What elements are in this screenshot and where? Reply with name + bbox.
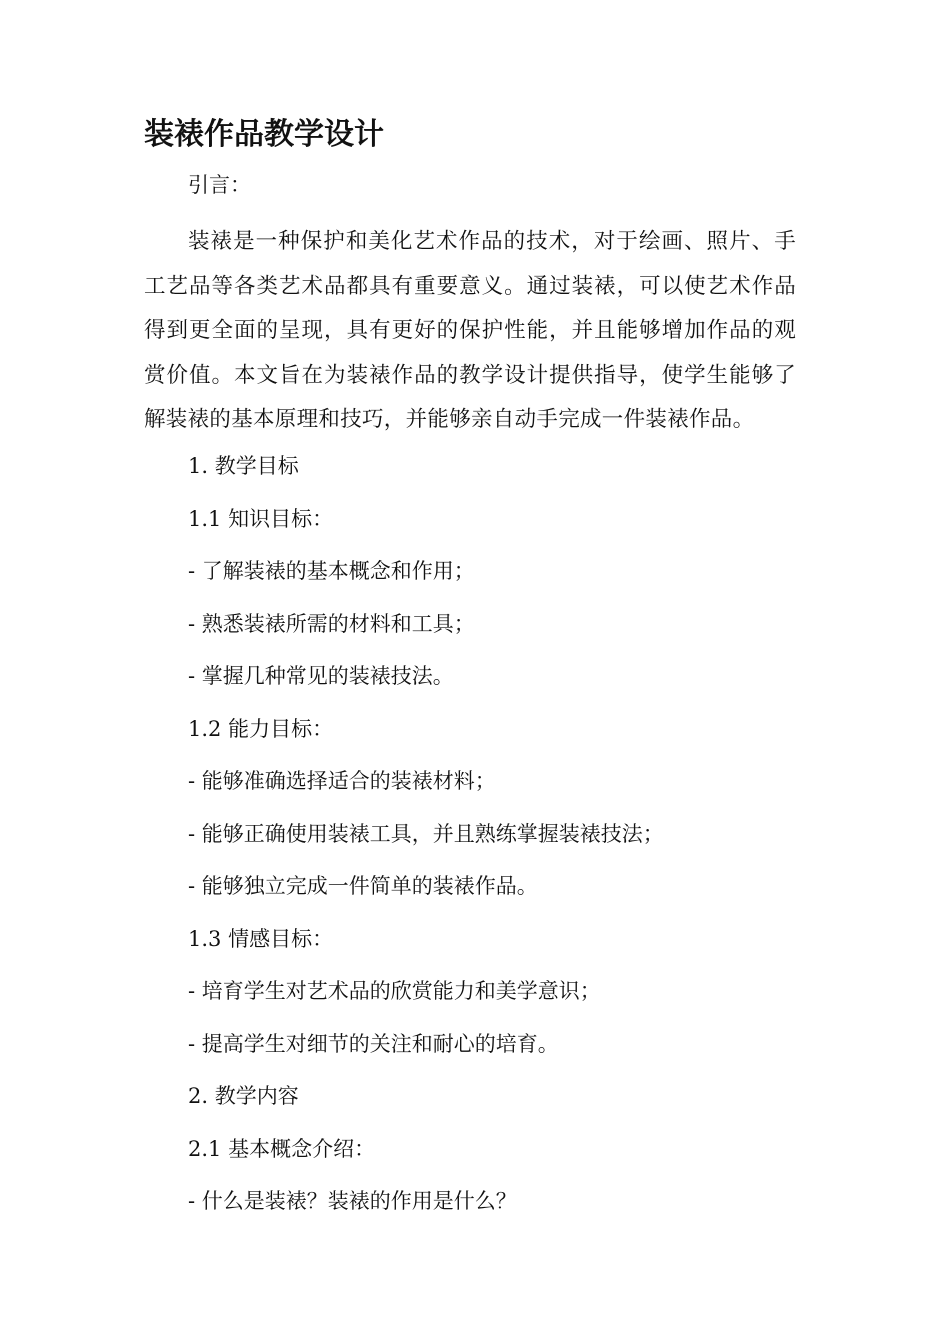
subsection-heading: 1.2 能力目标： bbox=[188, 717, 334, 741]
section-heading: 1. 教学目标 bbox=[188, 454, 299, 478]
intro-label: 引言： bbox=[188, 173, 251, 197]
list-item: - 培育学生对艺术品的欣赏能力和美学意识； bbox=[188, 979, 601, 1003]
document-title: 装裱作品教学设计 bbox=[144, 117, 384, 152]
section-heading: 2. 教学内容 bbox=[188, 1084, 299, 1108]
list-item: - 能够独立完成一件简单的装裱作品。 bbox=[188, 874, 538, 898]
subsection-heading: 1.1 知识目标： bbox=[188, 507, 334, 531]
list-item: - 能够准确选择适合的装裱材料； bbox=[188, 769, 496, 793]
list-item: - 什么是装裱？装裱的作用是什么？ bbox=[188, 1189, 517, 1213]
list-item: - 掌握几种常见的装裱技法。 bbox=[188, 664, 454, 688]
list-item: - 了解装裱的基本概念和作用； bbox=[188, 559, 475, 583]
subsection-heading: 2.1 基本概念介绍： bbox=[188, 1137, 376, 1161]
list-item: - 熟悉装裱所需的材料和工具； bbox=[188, 612, 475, 636]
list-item: - 能够正确使用装裱工具，并且熟练掌握装裱技法； bbox=[188, 822, 664, 846]
subsection-heading: 1.3 情感目标： bbox=[188, 927, 334, 951]
intro-paragraph: 装裱是一种保护和美化艺术作品的技术，对于绘画、照片、手工艺品等各类艺术品都具有重要意义。通过装裱，可以使艺术作品得到更全面的呈现，具有更好的保护性能，并且能够增加作品的观赏价值。本文旨在为装裱作品的教学设计提供指导，使学生能够了解装裱的基本原理和技巧，并能够亲自动手完成一件装裱作品。 bbox=[144, 229, 796, 432]
list-item: - 提高学生对细节的关注和耐心的培育。 bbox=[188, 1032, 559, 1056]
